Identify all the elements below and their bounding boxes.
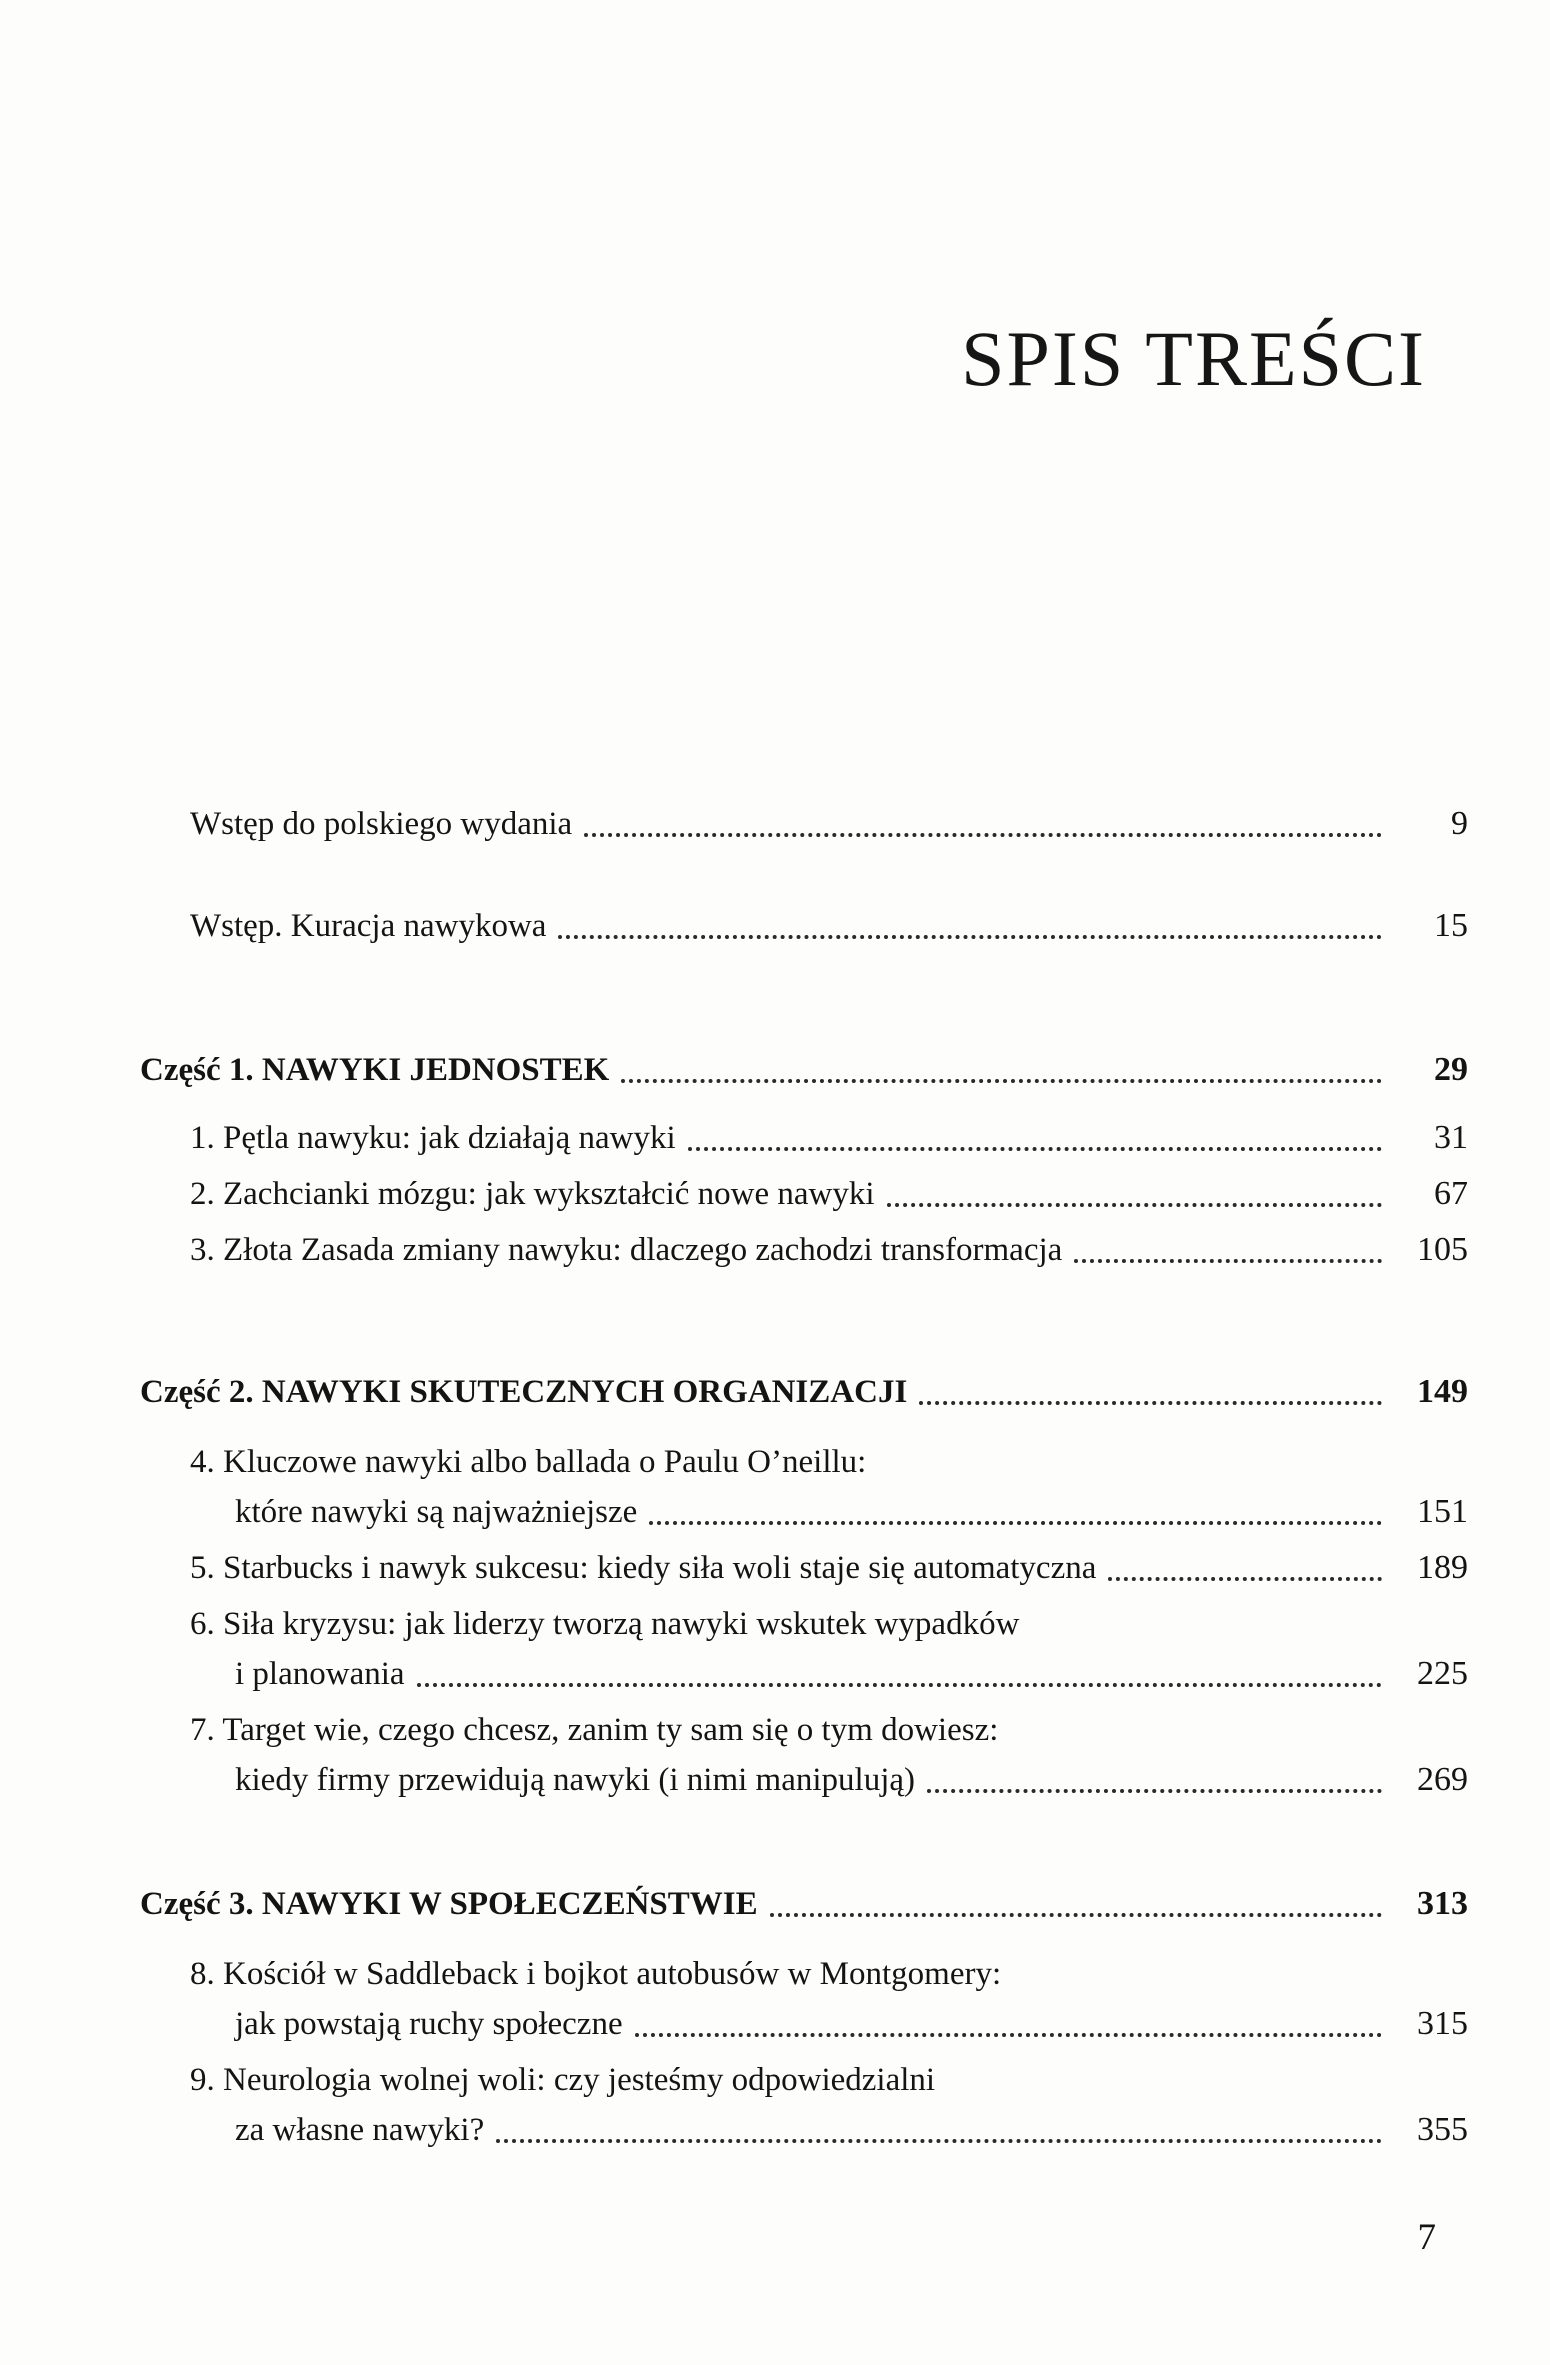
toc-entry-page: 9 bbox=[1451, 804, 1468, 842]
toc-entry-label: jak powstają ruchy społeczne bbox=[235, 2005, 623, 2042]
toc-part-label: Część 1. NAWYKI JEDNOSTEK bbox=[140, 1051, 610, 1088]
toc-entry-label: 1. Pętla nawyku: jak działają nawyki bbox=[190, 1119, 676, 1156]
toc-entry-label: 6. Siła kryzysu: jak liderzy tworzą nawyki wskutek wypadków bbox=[190, 1605, 1020, 1642]
dotted-leader bbox=[621, 1079, 1382, 1083]
toc-entry-page: 355 bbox=[1417, 2110, 1468, 2148]
dotted-leader bbox=[1108, 1577, 1382, 1581]
toc-part-label: Część 3. NAWYKI W SPOŁECZEŃSTWIE bbox=[140, 1885, 758, 1922]
toc-entry-chapter-line1 bbox=[140, 1438, 1468, 1486]
toc-entry-chapter bbox=[140, 1114, 1468, 1162]
toc-entry-chapter bbox=[140, 1226, 1468, 1274]
toc-part-page: 313 bbox=[1417, 1884, 1468, 1922]
dotted-leader bbox=[496, 2139, 1382, 2143]
toc-entry-page: 225 bbox=[1417, 1654, 1468, 1692]
toc-entry-chapter-line2 bbox=[140, 1756, 1468, 1804]
toc-entry-chapter-line1 bbox=[140, 2056, 1468, 2104]
dotted-leader bbox=[417, 1683, 1382, 1687]
toc-entry-label: Wstęp do polskiego wydania bbox=[190, 805, 573, 842]
toc-entry-page: 269 bbox=[1417, 1760, 1468, 1798]
dotted-leader bbox=[927, 1789, 1382, 1793]
toc-entry-chapter-line2 bbox=[140, 2106, 1468, 2154]
toc-entry-chapter bbox=[140, 1170, 1468, 1218]
toc-entry-page: 15 bbox=[1434, 906, 1468, 944]
toc-part-page: 149 bbox=[1417, 1372, 1468, 1410]
toc-entry-page: 31 bbox=[1434, 1118, 1468, 1156]
toc-entry-front-matter bbox=[140, 800, 1468, 848]
toc-entry-label: 9. Neurologia wolnej woli: czy jesteśmy odpowiedzialni bbox=[190, 2061, 936, 2098]
toc-entry-chapter-line1 bbox=[140, 1706, 1468, 1754]
toc-entry-chapter-line1 bbox=[140, 1950, 1468, 1998]
toc-entry-page: 105 bbox=[1417, 1230, 1468, 1268]
dotted-leader bbox=[688, 1147, 1382, 1151]
toc-entry-page: 189 bbox=[1417, 1548, 1468, 1586]
dotted-leader bbox=[649, 1521, 1382, 1525]
toc-entry-chapter bbox=[140, 1544, 1468, 1592]
dotted-leader bbox=[770, 1913, 1382, 1917]
toc-entry-page: 315 bbox=[1417, 2004, 1468, 2042]
toc-entry-label: 5. Starbucks i nawyk sukcesu: kiedy siła woli staje się automatyczna bbox=[190, 1549, 1097, 1586]
toc-entry-label: które nawyki są najważniejsze bbox=[235, 1493, 638, 1530]
dotted-leader bbox=[919, 1401, 1382, 1405]
toc-entry-chapter-line2 bbox=[140, 2000, 1468, 2048]
dotted-leader bbox=[1074, 1259, 1382, 1263]
toc-entry-label: Wstęp. Kuracja nawykowa bbox=[190, 907, 547, 944]
dotted-leader bbox=[558, 935, 1382, 939]
toc-entry-label: 4. Kluczowe nawyki albo ballada o Paulu O’neillu: bbox=[190, 1443, 867, 1480]
folio-page-number: 7 bbox=[1417, 2216, 1436, 2258]
toc-entry-page: 151 bbox=[1417, 1492, 1468, 1530]
toc-part-heading bbox=[140, 1046, 1468, 1094]
toc-entry-chapter-line2 bbox=[140, 1650, 1468, 1698]
toc-entry-chapter-line2 bbox=[140, 1488, 1468, 1536]
toc-entry-label: 8. Kościół w Saddleback i bojkot autobusów w Montgomery: bbox=[190, 1955, 1002, 1992]
page-title: SPIS TREŚCI bbox=[961, 315, 1426, 402]
toc-entry-label: 2. Zachcianki mózgu: jak wykształcić nowe nawyki bbox=[190, 1175, 875, 1212]
toc-entry-label: 7. Target wie, czego chcesz, zanim ty sam się o tym dowiesz: bbox=[190, 1711, 999, 1748]
toc-entry-chapter-line1 bbox=[140, 1600, 1468, 1648]
toc-part-heading bbox=[140, 1880, 1468, 1928]
toc-entry-front-matter bbox=[140, 902, 1468, 950]
toc-entry-label: kiedy firmy przewidują nawyki (i nimi manipulują) bbox=[235, 1761, 915, 1798]
toc-entry-page: 67 bbox=[1434, 1174, 1468, 1212]
toc-entry-label: i planowania bbox=[235, 1655, 405, 1692]
toc-entry-label: za własne nawyki? bbox=[235, 2111, 485, 2148]
dotted-leader bbox=[887, 1203, 1382, 1207]
toc-part-heading bbox=[140, 1368, 1468, 1416]
toc-entry-label: 3. Złota Zasada zmiany nawyku: dlaczego zachodzi transformacja bbox=[190, 1231, 1063, 1268]
toc-part-label: Część 2. NAWYKI SKUTECZNYCH ORGANIZACJI bbox=[140, 1373, 908, 1410]
dotted-leader bbox=[635, 2033, 1382, 2037]
toc-part-page: 29 bbox=[1434, 1050, 1468, 1088]
dotted-leader bbox=[584, 833, 1382, 837]
